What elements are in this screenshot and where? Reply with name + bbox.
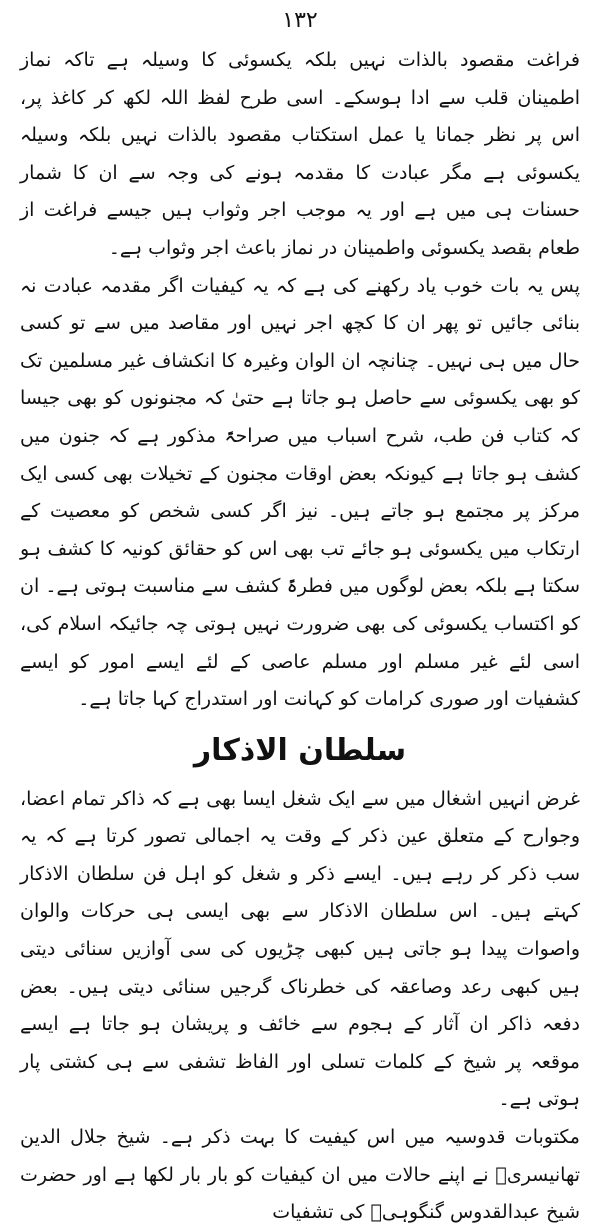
paragraph-1: فراغت مقصود بالذات نہیں بلکہ یکسوئی کا وسیلہ ہے تاکہ نماز اطمینان قلب سے ادا ہوسکے۔ اسی طرح لفظ اللہ لکھ کر کاغذ پر، اس پر نظر جمانا یا عمل استکتاب مقصود بالذات نہیں بلکہ وسیلہ یکسوئی ہے مگر عبادت کا مقدمہ ہونے کی وجہ سے ان کا شمار حسنات ہی میں ہے اور یہ موجب اجر وثواب ہیں جیسے فراغت از طعام بقصد یکسوئی واطمینان در نماز باعث اجر وثواب ہے۔: [20, 49, 580, 259]
paragraph-3: غرض انہیں اشغال میں سے ایک شغل ایسا بھی ہے کہ ذاکر تمام اعضا، وجوارح کے متعلق عین ذکر کے وقت یہ اجمالی تصور کرتا ہے کہ یہ سب ذکر کر رہے ہیں۔ ایسے ذکر و شغل کو اہل فن سلطان الاذکار کہتے ہیں۔ اس سلطان الاذکار سے بھی ایسی ہی حرکات والوان واصوات پیدا ہو جاتی ہیں کبھی چڑیوں کی سی آوازیں سنائی دیتی ہیں کبھی رعد وصاعقہ کی خطرناک گرجیں سنائی دیتی ہیں۔ بعض دفعہ ذاکر ان آثار کے ہجوم سے خائف و پریشان ہو جاتا ہے ایسے موقعہ پر شیخ کے کلمات تسلی اور الفاظ تشفی سے ہی کشتی پار ہوتی ہے۔: [20, 787, 580, 1111]
paragraph-2: پس یہ بات خوب یاد رکھنے کی ہے کہ یہ کیفیات اگر مقدمہ عبادت نہ بنائی جائیں تو پھر ان کا کچھ اجر نہیں اور مقاصد میں سے تو کسی حال میں ہی نہیں۔ چنانچہ ان الوان وغیرہ کا انکشاف غیر مسلمین تک کو بھی یکسوئی سے حاصل ہو جاتا ہے حتیٰ کہ مجنونوں کو بھی جیسا کہ کتاب فن طب، شرح اسباب میں صراحۃً مذکور ہے کہ جنون میں کشف ہو جاتا ہے کیونکہ بعض اوقات مجنون کے تخیلات بھی کسی ایک مرکز پر مجتمع ہو جاتے ہیں۔ نیز اگر کسی شخص کو معصیت کے ارتکاب میں یکسوئی ہو جائے تب بھی اس کو حقائق کونیہ کا کشف ہو سکتا ہے بلکہ بعض لوگوں میں فطرۃً کشف سے مناسبت ہوتی ہے۔ ان کو اکتساب یکسوئی کی بھی ضرورت نہیں ہوتی چہ جائیکہ اسلام کی، اسی لئے غیر مسلم اور مسلم عاصی کے لئے ایسے امور کو ایسے کشفیات اور صوری کرامات کو کہانت اور استدراج کہا جاتا ہے۔: [20, 274, 580, 711]
paragraph-4: مکتوبات قدوسیہ میں اس کیفیت کا بہت ذکر ہے۔ شیخ جلال الدین تھانیسریؒ نے اپنے حالات میں ان کیفیات کو بار بار لکھا ہے اور حضرت شیخ عبدالقدوس گنگوہیؒ کی تشفیات: [20, 1126, 580, 1224]
section-heading: سلطان الاذکار: [193, 732, 407, 768]
page-number: ۱۳۲: [282, 8, 318, 33]
